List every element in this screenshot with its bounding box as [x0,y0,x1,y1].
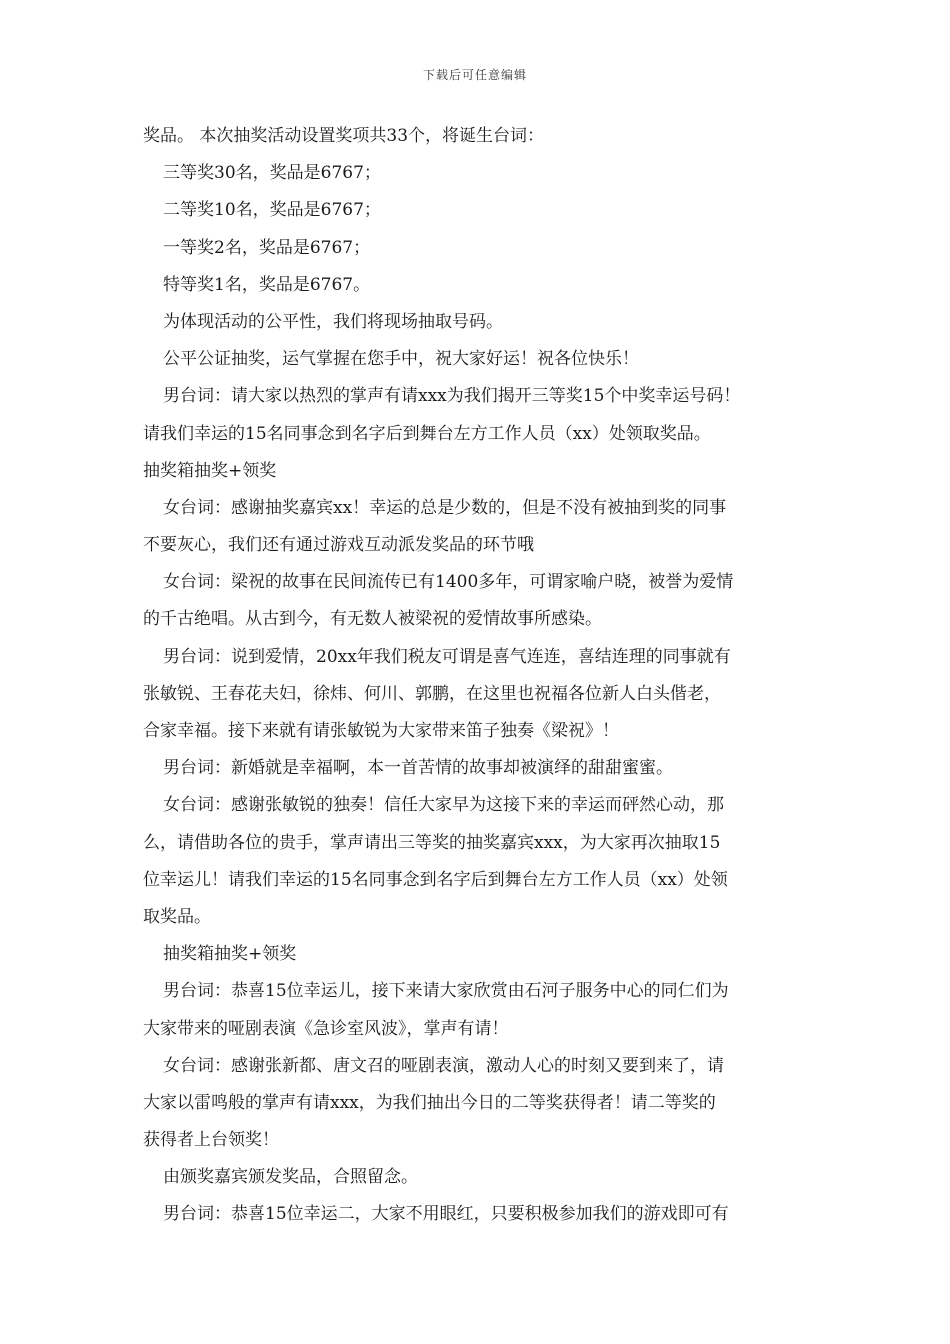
text-line: 特等奖1名，奖品是6767。 [163,274,371,295]
text-line: 请我们幸运的15名同事念到名字后到舞台左方工作人员（xx）处领取奖品。 [143,423,711,444]
text-line: 女台词：梁祝的故事在民间流传已有1400多年，可谓家喻户晓，被誉为爱情 [163,572,734,593]
text-line: 取奖品。 [143,906,211,927]
text-line: 男台词：新婚就是幸福啊，本一首苦情的故事却被演绎的甜甜蜜蜜。 [163,758,673,779]
text-line: 不要灰心，我们还有通过游戏互动派发奖品的环节哦 [143,535,534,556]
header-note: 下载后可任意编辑 [422,68,527,82]
text-line: 的千古绝唱。从古到今，有无数人被梁祝的爱情故事所感染。 [143,609,602,630]
text-line: 位幸运儿！请我们幸运的15名同事念到名字后到舞台左方工作人员（xx）处领 [143,869,728,890]
text-line: 由颁奖嘉宾颁发奖品，合照留念。 [163,1167,418,1188]
text-line: 女台词：感谢张新都、唐文召的哑剧表演，激动人心的时刻又要到来了，请 [163,1055,724,1076]
text-line: 二等奖10名，奖品是6767； [163,200,381,221]
text-line: 大家带来的哑剧表演《急诊室风波》，掌声有请！ [143,1018,509,1039]
document-body [143,118,811,1234]
text-line: 么，请借助各位的贵手，掌声请出三等奖的抽奖嘉宾xxx，为大家再次抽取15 [143,832,721,853]
text-line: 男台词：请大家以热烈的掌声有请xxx为我们揭开三等奖15个中奖幸运号码！ [163,386,741,407]
text-line: 男台词：恭喜15位幸运儿，接下来请大家欣赏由石河子服务中心的同仁们为 [163,981,729,1002]
text-line: 男台词：说到爱情，20xx年我们税友可谓是喜气连连，喜结连理的同事就有 [163,646,731,667]
text-line: 女台词：感谢抽奖嘉宾xx！幸运的总是少数的，但是不没有被抽到奖的同事 [163,497,727,518]
text-line: 一等奖2名，奖品是6767； [163,237,371,258]
text-line: 抽奖箱抽奖+领奖 [143,460,277,481]
text-line: 获得者上台领奖！ [143,1130,279,1151]
text-line: 大家以雷鸣般的掌声有请xxx，为我们抽出今日的二等奖获得者！请二等奖的 [143,1092,716,1113]
text-line: 三等奖30名，奖品是6767； [163,163,381,184]
text-line: 女台词：感谢张敏锐的独奏！信任大家早为这接下来的幸运而砰然心动，那 [163,795,724,816]
text-line: 抽奖箱抽奖+领奖 [163,944,297,965]
text-line: 奖品。 本次抽奖活动设置奖项共33个，将诞生台词： [143,126,545,146]
text-line: 公平公证抽奖，运气掌握在您手中，祝大家好运！祝各位快乐！ [163,349,639,370]
text-line: 张敏锐、王春花夫妇，徐炜、何川、郭鹏，在这里也祝福各位新人白头偕老， [143,683,721,704]
text-line: 合家幸福。接下来就有请张敏锐为大家带来笛子独奏《梁祝》！ [143,721,619,741]
text-line: 为体现活动的公平性，我们将现场抽取号码。 [163,311,503,332]
text-line: 男台词：恭喜15位幸运二，大家不用眼红，只要积极参加我们的游戏即可有 [163,1204,729,1225]
